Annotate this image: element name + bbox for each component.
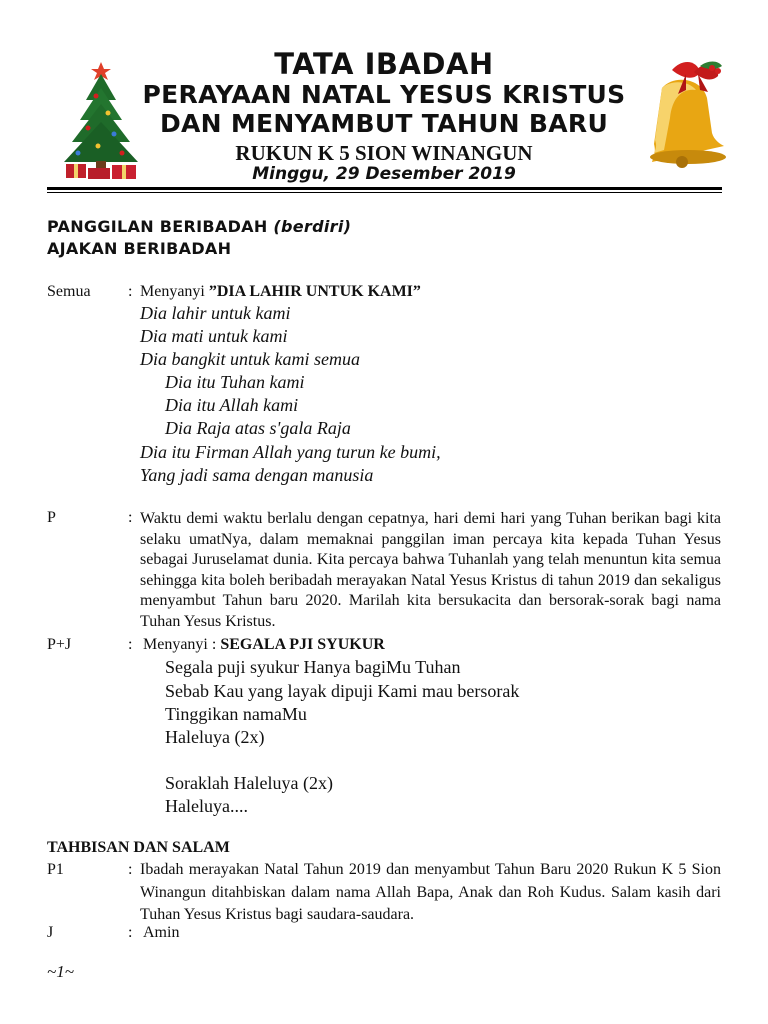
song-line: Soraklah Haleluya (2x) <box>165 773 333 793</box>
song-line: Segala puji syukur Hanya bagiMu Tuhan <box>165 657 461 677</box>
song-title: ”DIA LAHIR UNTUK KAMI” <box>208 283 421 300</box>
liturgy-paragraph: Waktu demi waktu berlalu dengan cepatnya, hari demi hari yang Tuhan berikan bagi kita selaku umatNya, dalam memaknai panggilan iman percaya kita kepada Tuhan Yesus sebagai Juruselamat dunia. Kita percaya bahwa Tuhanlah yang telah menuntun kita semua sehingga kita boleh beribadah merayakan Natal Yesus Kristus di tahun 2019 dan sekaligus menyambut Tahun baru 2020. Marilah kita bersukacita dan bersorak-sorak bagi nama Tuhan Yesus Kristus. <box>140 510 721 630</box>
song-intro: Menyanyi <box>140 283 209 300</box>
speaker-colon: : <box>128 636 133 653</box>
section-heading-note: (berdiri) <box>273 217 352 236</box>
song-call <box>143 636 385 654</box>
event-date: Minggu, 29 Desember 2019 <box>252 164 516 184</box>
response-text: Amin <box>143 924 180 941</box>
speaker-label: J <box>47 924 54 941</box>
event-subtitle-line2: DAN MENYAMBUT TAHUN BARU <box>159 109 609 138</box>
lyric-line: Dia Raja atas s'gala Raja <box>165 418 351 438</box>
group-name: RUKUN K 5 SION WINANGUN <box>235 141 533 165</box>
document-title: TATA IBADAH <box>274 47 494 81</box>
song-line: Haleluya (2x) <box>165 727 265 747</box>
lyric-line: Dia lahir untuk kami <box>140 303 291 323</box>
song-line: Tinggikan namaMu <box>165 704 307 724</box>
speaker-label: P1 <box>47 861 64 878</box>
lyric-line: Dia bangkit untuk kami semua <box>140 349 360 369</box>
speaker-colon: : <box>128 861 133 878</box>
section-heading-text: PANGGILAN BERIBADAH <box>47 217 268 236</box>
lyric-line: Yang jadi sama dengan manusia <box>140 465 374 485</box>
header-divider-thin <box>47 192 722 193</box>
lyric-line: Dia itu Tuhan kami <box>165 372 305 392</box>
speaker-colon: : <box>128 283 133 300</box>
section-heading-ajakan: AJAKAN BERIBADAH <box>47 239 232 258</box>
song-line: Sebab Kau yang layak dipuji Kami mau bersorak <box>165 681 520 701</box>
song-title: SEGALA PJI SYUKUR <box>220 636 385 653</box>
page-number: ~1~ <box>47 962 74 981</box>
speaker-colon: : <box>128 924 133 941</box>
event-subtitle-line1: PERAYAAN NATAL YESUS KRISTUS <box>142 80 626 109</box>
speaker-label: P+J <box>47 636 72 653</box>
section-heading-panggilan <box>47 217 351 236</box>
speaker-label: Semua <box>47 283 91 300</box>
section-heading-tahbisan: TAHBISAN DAN SALAM <box>47 839 230 856</box>
lyric-line: Dia itu Allah kami <box>165 395 299 415</box>
speaker-colon: : <box>128 509 133 526</box>
song-call <box>140 283 421 301</box>
lyric-line: Dia itu Firman Allah yang turun ke bumi, <box>140 442 441 462</box>
speaker-label: P <box>47 509 56 526</box>
lyric-line: Dia mati untuk kami <box>140 326 288 346</box>
song-line: Haleluya.... <box>165 796 248 816</box>
liturgy-paragraph: Ibadah merayakan Natal Tahun 2019 dan menyambut Tahun Baru 2020 Rukun K 5 Sion Winangun ditahbiskan dalam nama Allah Bapa, Anak dan Roh Kudus. Salam kasih dari Tuhan Yesus Kristus bagi saudara-saudara. <box>140 861 721 923</box>
header-divider-thick <box>47 187 722 190</box>
song-intro: Menyanyi : <box>143 636 221 653</box>
